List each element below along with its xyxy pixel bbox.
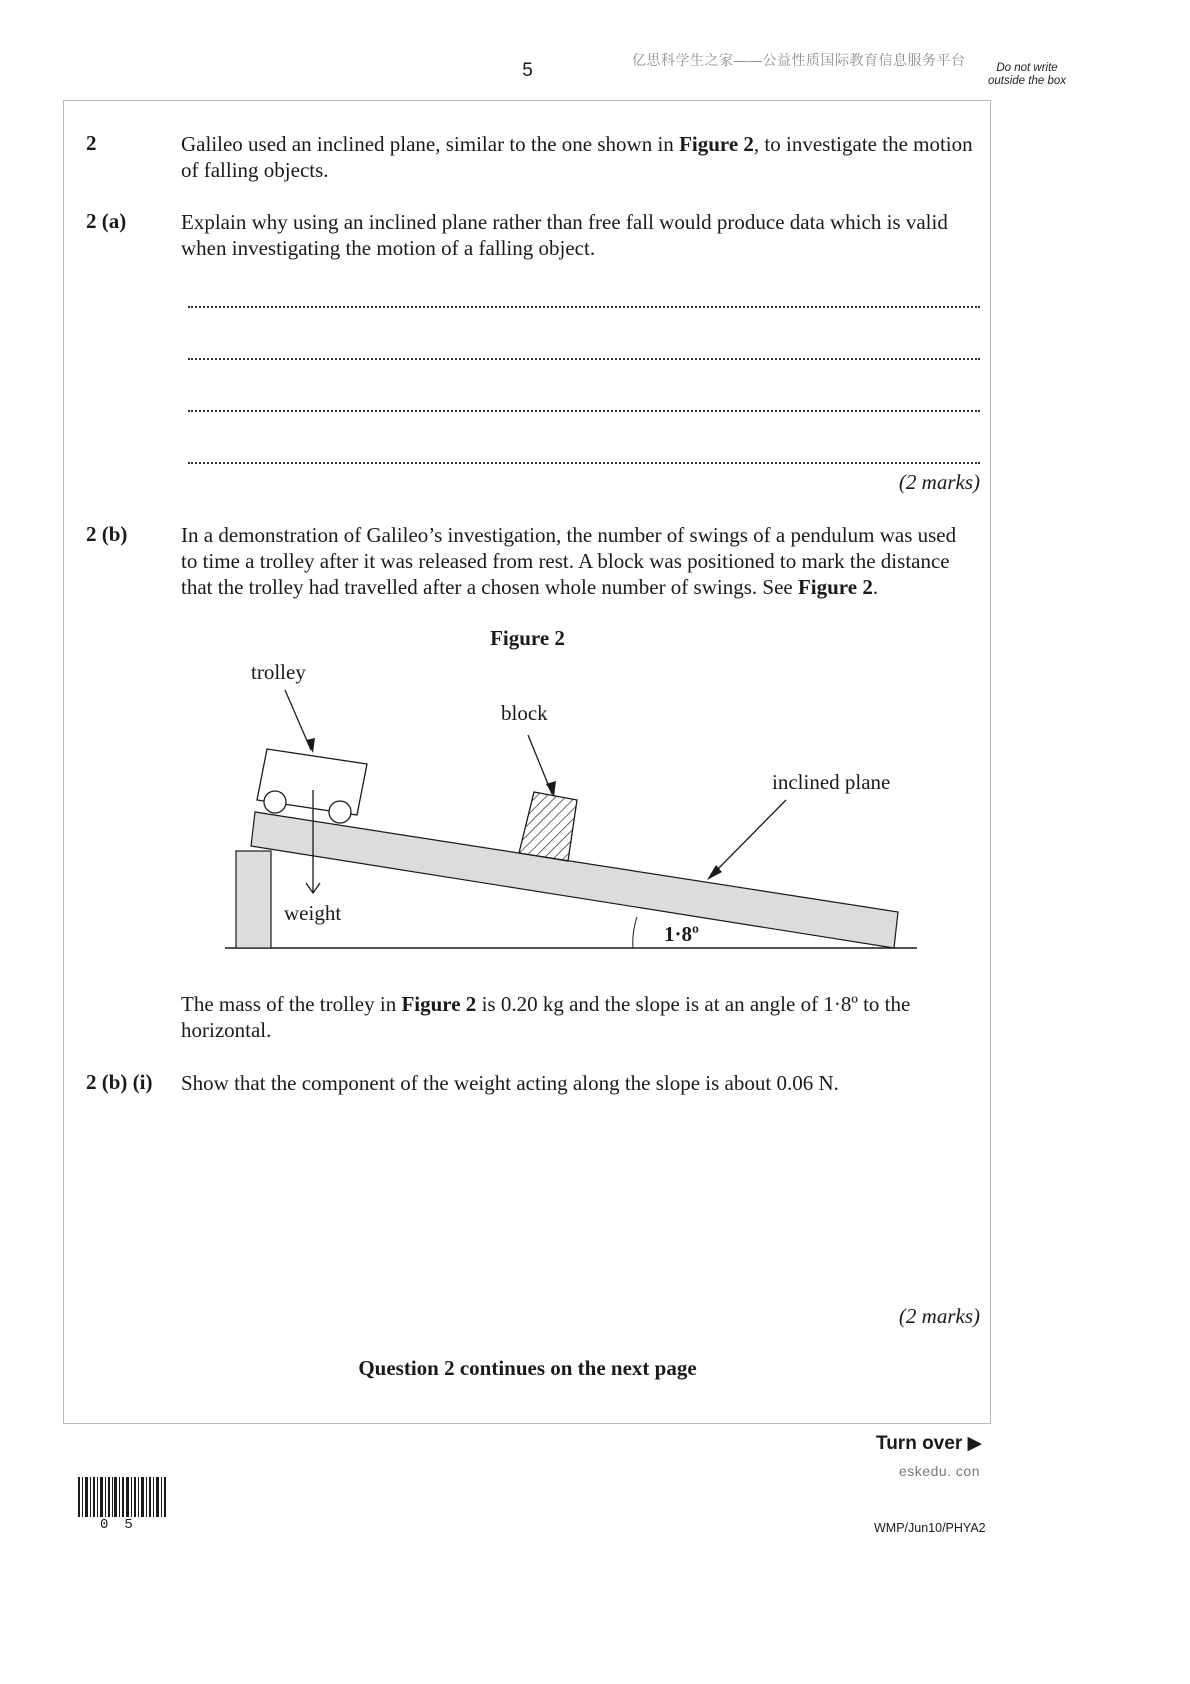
- answer-line[interactable]: [188, 448, 980, 464]
- part-a-number: 2 (a): [86, 209, 127, 233]
- inclined-plane: [251, 812, 898, 948]
- question-number: 2: [86, 131, 97, 155]
- working-space[interactable]: [181, 1110, 979, 1290]
- part-b-text: In a demonstration of Galileo’s investigation, the number of swings of a pendulum was used to time a trolley after it was released from rest. A block was positioned to mark the distance that the trolley had travelled after a chosen whole number of swings. See Figure 2.: [181, 523, 957, 599]
- weight-label: weight: [284, 901, 342, 925]
- figure-title: Figure 2: [490, 626, 565, 650]
- support-post: [236, 851, 271, 948]
- header-watermark: 亿思科学生之家——公益性质国际教育信息服务平台: [632, 52, 966, 68]
- part-b-i-number: 2 (b) (i): [86, 1070, 153, 1094]
- paper-code: WMP/Jun10/PHYA2: [874, 1521, 986, 1535]
- block-label: block: [501, 701, 548, 725]
- figure-reference: Figure 2: [679, 132, 754, 156]
- part-b-i-marks: (2 marks): [898, 1304, 980, 1328]
- continues-note: Question 2 continues on the next page: [358, 1356, 697, 1380]
- turn-over-label: Turn over ▶: [876, 1433, 983, 1454]
- part-b-i-text: Show that the component of the weight acting along the slope is about 0.06 N.: [181, 1071, 839, 1095]
- barcode-number: 05: [100, 1517, 149, 1533]
- margin-note: Do not write outside the box: [988, 62, 1067, 87]
- figure-2-diagram: [222, 655, 922, 955]
- question-stem: Galileo used an inclined plane, similar to the one shown in Figure 2, to investigate the motion of falling objects.: [181, 132, 973, 182]
- part-b-info: The mass of the trolley in Figure 2 is 0.20 kg and the slope is at an angle of 1·8º to the horizontal.: [181, 992, 911, 1042]
- angle-label: 1·8º: [664, 922, 699, 946]
- trolley-wheel-rear: [264, 791, 286, 813]
- block: [519, 792, 577, 861]
- trolley-wheel-front: [329, 801, 351, 823]
- figure-reference: Figure 2: [401, 992, 477, 1016]
- barcode: [78, 1477, 166, 1517]
- part-b-number: 2 (b): [86, 522, 128, 546]
- part-a-marks: (2 marks): [898, 470, 980, 494]
- inclined-plane-label: inclined plane: [772, 770, 891, 794]
- figure-reference: Figure 2: [797, 575, 873, 599]
- answer-line[interactable]: [188, 344, 980, 360]
- footer-watermark: eskedu. con: [899, 1463, 980, 1479]
- angle-arc: [633, 917, 637, 948]
- answer-line[interactable]: [188, 396, 980, 412]
- part-a-text: Explain why using an inclined plane rather than free fall would produce data which is valid when investigating the motion of a falling object.: [181, 210, 948, 260]
- plane-pointer: [710, 800, 786, 877]
- answer-line[interactable]: [188, 292, 980, 308]
- page-number: 5: [522, 60, 533, 81]
- trolley-label: trolley: [251, 660, 306, 684]
